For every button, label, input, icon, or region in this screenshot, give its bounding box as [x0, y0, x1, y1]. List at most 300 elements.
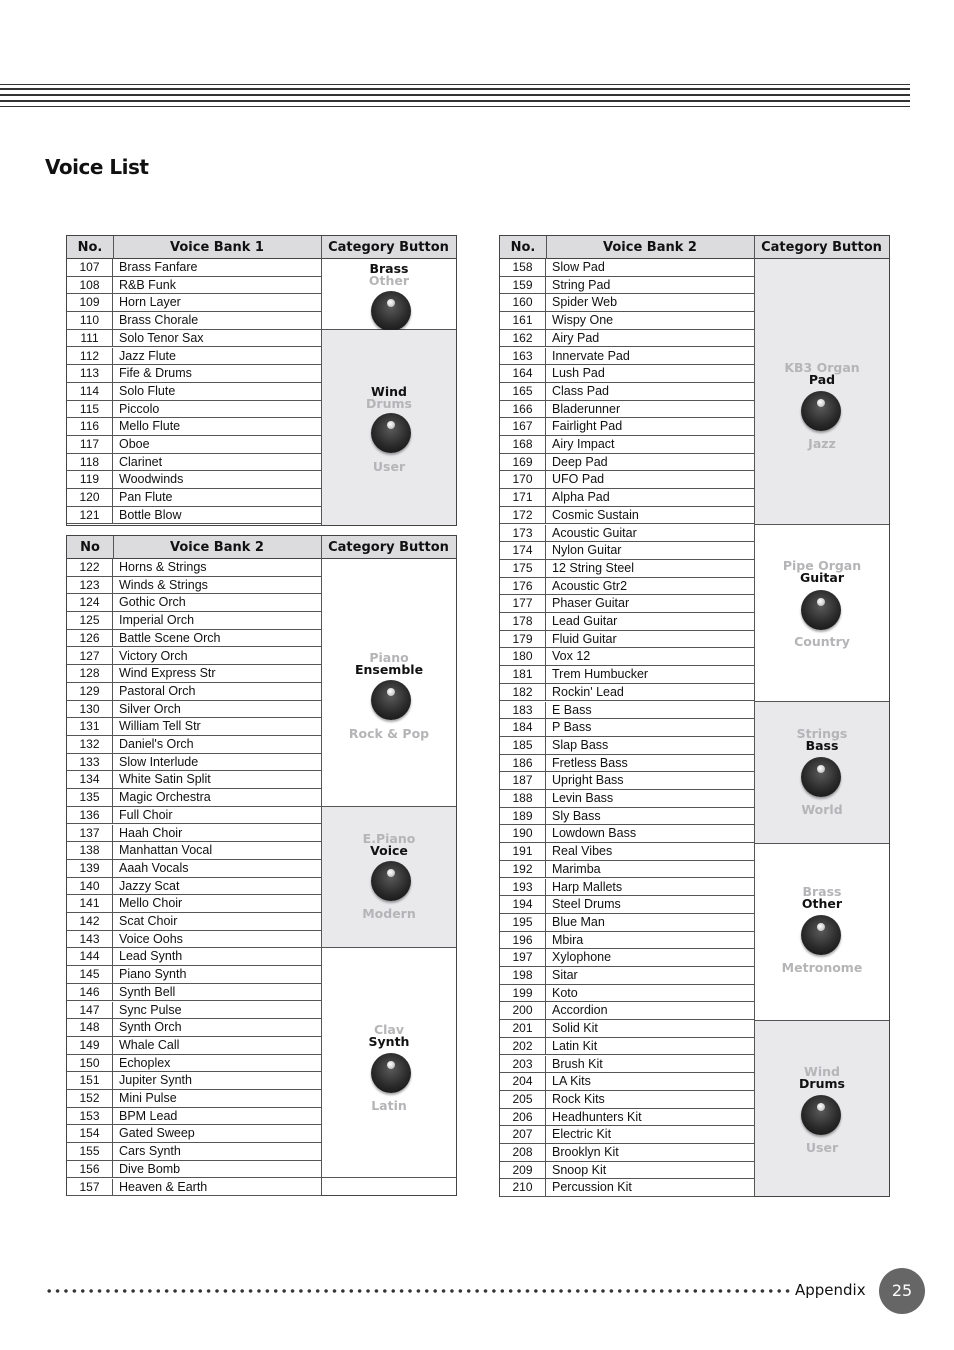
button-alt-label: World	[801, 802, 843, 817]
voice-number: 160	[500, 294, 546, 311]
voice-name: Dive Bomb	[119, 1161, 181, 1176]
button-alt-label: Rock & Pop	[348, 726, 430, 741]
category-empty	[321, 1178, 456, 1195]
table-row	[67, 771, 321, 789]
button-alt-label: Wind	[804, 1064, 840, 1079]
voice-name: Slap Bass	[552, 737, 609, 752]
voice-number: 107	[67, 259, 113, 276]
voice-number: 172	[500, 507, 546, 524]
voice-number: 118	[67, 454, 113, 471]
table-row	[500, 967, 754, 985]
button-main-label: Guitar	[799, 570, 845, 585]
table-row	[500, 525, 754, 543]
voice-number: 154	[67, 1125, 113, 1142]
voice-name: Deep Pad	[552, 454, 608, 469]
voice-name: Mini Pulse	[119, 1091, 177, 1105]
voice-number: 180	[500, 648, 546, 665]
voice-number: 179	[500, 631, 546, 648]
voice-name: Slow Interlude	[119, 754, 199, 769]
voice-number: 162	[500, 330, 546, 347]
table-row	[500, 825, 754, 843]
voice-name: Solo Flute	[119, 383, 176, 398]
table-row	[500, 932, 754, 950]
voice-name: Haah Choir	[119, 825, 183, 840]
table-row	[67, 913, 321, 931]
knob-icon[interactable]	[371, 413, 411, 453]
table-row	[500, 507, 754, 525]
table-row	[67, 630, 321, 648]
voice-number: 134	[67, 771, 113, 788]
voice-number: 184	[500, 719, 546, 736]
voice-number: 123	[67, 577, 113, 594]
knob-icon[interactable]	[371, 861, 411, 901]
voice-name: Woodwinds	[119, 472, 184, 487]
table-row	[67, 860, 321, 878]
table-row	[67, 559, 321, 577]
table-row	[67, 1108, 321, 1126]
button-alt-label: E.Piano	[362, 831, 416, 846]
button-alt-label: Brass	[802, 884, 842, 899]
voice-name: Brass Fanfare	[119, 260, 198, 274]
table-row	[500, 560, 754, 578]
voice-number: 114	[67, 383, 113, 400]
table-row	[500, 755, 754, 773]
button-alt-label: Strings	[796, 726, 848, 741]
voice-number: 170	[500, 471, 546, 488]
table-row	[500, 1179, 754, 1197]
voice-name: Headhunters Kit	[552, 1109, 642, 1124]
voice-number: 132	[67, 736, 113, 753]
voice-number: 138	[67, 842, 113, 859]
voice-name: Latin Kit	[552, 1038, 598, 1053]
table-row	[500, 418, 754, 436]
table-row	[500, 949, 754, 967]
voice-name: Fife & Drums	[119, 366, 192, 381]
voice-name: Lowdown Bass	[552, 826, 637, 841]
table-row	[67, 984, 321, 1002]
table-row	[67, 1019, 321, 1037]
voice-number: 112	[67, 348, 113, 365]
voice-number: 165	[500, 383, 546, 400]
knob-icon[interactable]	[801, 590, 841, 630]
page-number: 25	[879, 1268, 925, 1314]
voice-bank-1-table	[66, 235, 457, 526]
button-alt-label: Clav	[373, 1022, 405, 1037]
voice-name: Sitar	[552, 968, 578, 982]
voice-number: 130	[67, 701, 113, 718]
table-header	[67, 236, 456, 259]
voice-number: 108	[67, 277, 113, 294]
voice-name: Mello Choir	[119, 896, 183, 911]
table-row	[500, 436, 754, 454]
voice-number: 176	[500, 578, 546, 595]
voice-name: Wispy One	[552, 313, 614, 328]
voice-number: 201	[500, 1020, 546, 1037]
button-alt-label: Country	[794, 634, 850, 649]
col-category: Category Button	[328, 240, 449, 255]
voice-name: William Tell Str	[119, 719, 201, 734]
voice-name: Sly Bass	[552, 808, 601, 823]
table-row	[67, 736, 321, 754]
table-row	[500, 631, 754, 649]
table-row	[67, 418, 321, 436]
voice-number: 151	[67, 1072, 113, 1089]
table-row	[67, 842, 321, 860]
voice-name: LA Kits	[552, 1074, 591, 1089]
table-row	[500, 985, 754, 1003]
table-row	[500, 1126, 754, 1144]
voice-number: 150	[67, 1055, 113, 1072]
voice-name: Piccolo	[119, 401, 160, 416]
voice-name: Horns & Strings	[119, 560, 207, 574]
voice-number: 197	[500, 949, 546, 966]
voice-name: 12 String Steel	[552, 560, 634, 575]
table-row	[500, 383, 754, 401]
table-row	[67, 1002, 321, 1020]
voice-number: 120	[67, 489, 113, 506]
voice-number: 169	[500, 454, 546, 471]
table-row	[500, 1020, 754, 1038]
table-row	[500, 401, 754, 419]
table-row	[67, 701, 321, 719]
voice-number: 204	[500, 1073, 546, 1090]
button-main-label: Drums	[799, 1076, 845, 1091]
voice-name: Nylon Guitar	[552, 543, 622, 558]
voice-number: 210	[500, 1179, 546, 1196]
voice-number: 161	[500, 312, 546, 329]
voice-name: Mbira	[552, 932, 584, 947]
table-row	[500, 1091, 754, 1109]
voice-number: 148	[67, 1019, 113, 1036]
voice-name: Acoustic Guitar	[552, 525, 637, 540]
voice-name: Imperial Orch	[119, 613, 195, 628]
voice-name: Cosmic Sustain	[552, 507, 639, 522]
voice-number: 208	[500, 1144, 546, 1161]
table-row	[500, 348, 754, 366]
voice-number: 156	[67, 1161, 113, 1178]
table-row	[67, 383, 321, 401]
voice-name: Synth Bell	[119, 984, 176, 999]
voice-number: 173	[500, 525, 546, 542]
voice-name: R&B Funk	[119, 277, 176, 292]
voice-name: Vox 12	[552, 649, 591, 664]
voice-name: Airy Pad	[552, 330, 600, 345]
category-button-voice	[321, 807, 456, 948]
voice-name: Steel Drums	[552, 897, 621, 912]
voice-number: 142	[67, 913, 113, 930]
voice-name: Fairlight Pad	[552, 419, 623, 434]
button-alt-label: Piano	[369, 650, 409, 665]
voice-number: 153	[67, 1108, 113, 1125]
voice-number: 140	[67, 878, 113, 895]
voice-name: Voice Oohs	[119, 931, 183, 946]
table-row	[500, 578, 754, 596]
voice-name: Lead Synth	[119, 949, 183, 964]
voice-name: Heaven & Earth	[119, 1179, 208, 1194]
voice-number: 202	[500, 1038, 546, 1055]
table-row	[67, 1090, 321, 1108]
knob-icon[interactable]	[371, 291, 411, 331]
table-row	[500, 595, 754, 613]
voice-name: Fretless Bass	[552, 755, 628, 770]
voice-name: Piano Synth	[119, 967, 187, 982]
table-row	[67, 825, 321, 843]
button-alt-label: Latin	[371, 1098, 407, 1113]
voice-number: 190	[500, 825, 546, 842]
voice-name: Accordion	[552, 1003, 608, 1018]
voice-name: Bladerunner	[552, 401, 621, 416]
voice-number: 155	[67, 1143, 113, 1160]
button-alt-label: Metronome	[781, 960, 863, 975]
voice-number: 137	[67, 825, 113, 842]
table-row	[67, 1072, 321, 1090]
voice-number: 135	[67, 789, 113, 806]
voice-name: Brooklyn Kit	[552, 1145, 619, 1159]
voice-name: Sync Pulse	[119, 1002, 182, 1017]
knob-icon[interactable]	[801, 757, 841, 797]
category-button-bass	[754, 702, 889, 844]
table-row	[500, 1038, 754, 1056]
voice-number: 186	[500, 755, 546, 772]
table-row	[67, 1037, 321, 1055]
voice-number: 187	[500, 772, 546, 789]
voice-number: 116	[67, 418, 113, 435]
table-row	[67, 948, 321, 966]
voice-name: Battle Scene Orch	[119, 630, 221, 645]
voice-number: 200	[500, 1002, 546, 1019]
voice-name: Silver Orch	[119, 701, 181, 716]
table-row	[500, 896, 754, 914]
voice-name: Jazz Flute	[119, 348, 176, 363]
table-row	[67, 454, 321, 472]
voice-bank-2-table-right	[499, 235, 890, 1197]
table-row	[67, 683, 321, 701]
voice-number: 177	[500, 595, 546, 612]
voice-name: White Satin Split	[119, 772, 211, 787]
table-row	[500, 365, 754, 383]
voice-name: Percussion Kit	[552, 1180, 632, 1195]
table-row	[67, 789, 321, 807]
voice-name: Airy Impact	[552, 437, 615, 451]
button-main-label: Bass	[805, 738, 839, 753]
voice-bank-2-table-left	[66, 535, 457, 1196]
button-alt-label: Other	[368, 273, 410, 288]
category-button-other	[754, 844, 889, 1021]
voice-name: Wind Express Str	[119, 666, 216, 681]
table-row	[67, 1143, 321, 1161]
voice-name: Daniel's Orch	[119, 737, 194, 751]
voice-name: UFO Pad	[552, 472, 605, 487]
voice-number: 127	[67, 648, 113, 665]
button-main-label: Wind	[371, 384, 407, 399]
button-alt-label: User	[372, 459, 406, 474]
voice-name: Rock Kits	[552, 1091, 605, 1106]
voice-number: 174	[500, 542, 546, 559]
table-row	[500, 772, 754, 790]
voice-name: Solo Tenor Sax	[119, 330, 204, 345]
voice-name: E Bass	[552, 702, 592, 717]
col-no: No.	[77, 240, 103, 255]
voice-number: 146	[67, 984, 113, 1001]
button-main-label: Ensemble	[354, 662, 424, 677]
table-row	[67, 718, 321, 736]
table-row	[67, 1055, 321, 1073]
table-row	[67, 401, 321, 419]
category-button-drums	[754, 1021, 889, 1196]
table-row	[500, 843, 754, 861]
voice-number: 115	[67, 401, 113, 418]
table-row	[67, 294, 321, 312]
button-alt-label: Modern	[362, 906, 416, 921]
knob-icon[interactable]	[371, 680, 411, 720]
voice-number: 182	[500, 684, 546, 701]
voice-number: 159	[500, 277, 546, 294]
button-alt-label: Drums	[366, 396, 412, 411]
table-header	[500, 236, 889, 259]
voice-number: 110	[67, 312, 113, 329]
voice-name: Class Pad	[552, 383, 609, 398]
table-header	[67, 536, 456, 559]
voice-number: 185	[500, 737, 546, 754]
table-row	[500, 1056, 754, 1074]
button-alt-label: Pipe Organ	[782, 558, 862, 573]
voice-number: 192	[500, 861, 546, 878]
voice-number: 157	[67, 1179, 113, 1196]
voice-name: Real Vibes	[552, 844, 613, 859]
voice-number: 129	[67, 683, 113, 700]
voice-number: 109	[67, 294, 113, 311]
table-row	[500, 879, 754, 897]
voice-number: 122	[67, 559, 113, 576]
table-row	[500, 277, 754, 295]
table-row	[500, 1144, 754, 1162]
voice-number: 203	[500, 1056, 546, 1073]
button-alt-label: KB3 Organ	[784, 360, 860, 375]
table-row	[67, 594, 321, 612]
knob-icon[interactable]	[371, 1053, 411, 1093]
voice-number: 164	[500, 365, 546, 382]
table-row	[500, 471, 754, 489]
voice-name: Levin Bass	[552, 791, 614, 805]
knob-icon[interactable]	[801, 915, 841, 955]
table-row	[500, 1109, 754, 1127]
button-main-label: Brass	[369, 261, 409, 276]
voice-number: 117	[67, 436, 113, 453]
voice-name: Rockin' Lead	[552, 684, 624, 699]
category-button-ensemble	[321, 559, 456, 807]
voice-name: Jupiter Synth	[119, 1073, 192, 1088]
voice-number: 196	[500, 932, 546, 949]
voice-name: Xylophone	[552, 950, 612, 965]
voice-name: Fluid Guitar	[552, 631, 617, 646]
voice-number: 119	[67, 471, 113, 488]
table-row	[500, 542, 754, 560]
category-button-synth	[321, 948, 456, 1178]
table-row	[67, 1125, 321, 1143]
voice-number: 128	[67, 665, 113, 682]
button-alt-label: Jazz	[808, 436, 836, 451]
col-bank: Voice Bank 1	[170, 240, 264, 255]
table-row	[67, 471, 321, 489]
category-button-guitar	[754, 525, 889, 702]
voice-name: Cars Synth	[119, 1144, 181, 1159]
table-row	[500, 648, 754, 666]
table-row	[67, 277, 321, 295]
table-row	[67, 1161, 321, 1179]
voice-name: Acoustic Gtr2	[552, 578, 628, 593]
voice-number: 125	[67, 612, 113, 629]
table-row	[67, 330, 321, 348]
voice-number: 183	[500, 702, 546, 719]
voice-name: Blue Man	[552, 914, 605, 929]
voice-name: Clarinet	[119, 454, 163, 469]
voice-name: Aaah Vocals	[119, 860, 189, 875]
voice-name: P Bass	[552, 720, 592, 735]
category-button-pad	[754, 259, 889, 525]
voice-number: 166	[500, 401, 546, 418]
knob-icon[interactable]	[801, 1095, 841, 1135]
voice-number: 207	[500, 1126, 546, 1143]
voice-number: 124	[67, 594, 113, 611]
table-row	[500, 861, 754, 879]
table-row	[67, 895, 321, 913]
voice-number: 126	[67, 630, 113, 647]
voice-name: Marimba	[552, 861, 601, 876]
table-row	[67, 507, 321, 525]
table-row	[67, 489, 321, 507]
category-button-wind	[321, 330, 456, 525]
col-bank: Voice Bank 2	[170, 540, 264, 555]
voice-number: 188	[500, 790, 546, 807]
table-row	[500, 294, 754, 312]
table-row	[67, 1179, 321, 1197]
voice-name: Pastoral Orch	[119, 683, 196, 698]
page-title: Voice List	[45, 155, 149, 179]
voice-name: Alpha Pad	[552, 490, 610, 505]
footer-section-label: Appendix	[795, 1281, 866, 1299]
voice-number: 143	[67, 931, 113, 948]
table-row	[500, 790, 754, 808]
voice-number: 206	[500, 1109, 546, 1126]
voice-number: 195	[500, 914, 546, 931]
col-category: Category Button	[328, 540, 449, 555]
voice-name: Magic Orchestra	[119, 790, 211, 805]
voice-number: 144	[67, 948, 113, 965]
voice-name: Electric Kit	[552, 1127, 612, 1142]
table-row	[67, 665, 321, 683]
table-row	[500, 914, 754, 932]
voice-number: 131	[67, 718, 113, 735]
table-row	[500, 259, 754, 277]
voice-name: Trem Humbucker	[552, 667, 649, 682]
col-category: Category Button	[761, 240, 882, 255]
table-row	[67, 966, 321, 984]
knob-icon[interactable]	[801, 391, 841, 431]
col-no: No	[80, 540, 100, 555]
button-alt-label: User	[805, 1140, 839, 1155]
category-button-brass	[321, 259, 456, 330]
voice-number: 152	[67, 1090, 113, 1107]
voice-name: Full Choir	[119, 807, 173, 822]
voice-name: Gated Sweep	[119, 1126, 195, 1141]
voice-number: 199	[500, 985, 546, 1002]
voice-name: Oboe	[119, 437, 150, 451]
voice-name: Victory Orch	[119, 648, 188, 663]
table-row	[67, 807, 321, 825]
table-row	[500, 1162, 754, 1180]
table-row	[500, 489, 754, 507]
voice-number: 136	[67, 807, 113, 824]
